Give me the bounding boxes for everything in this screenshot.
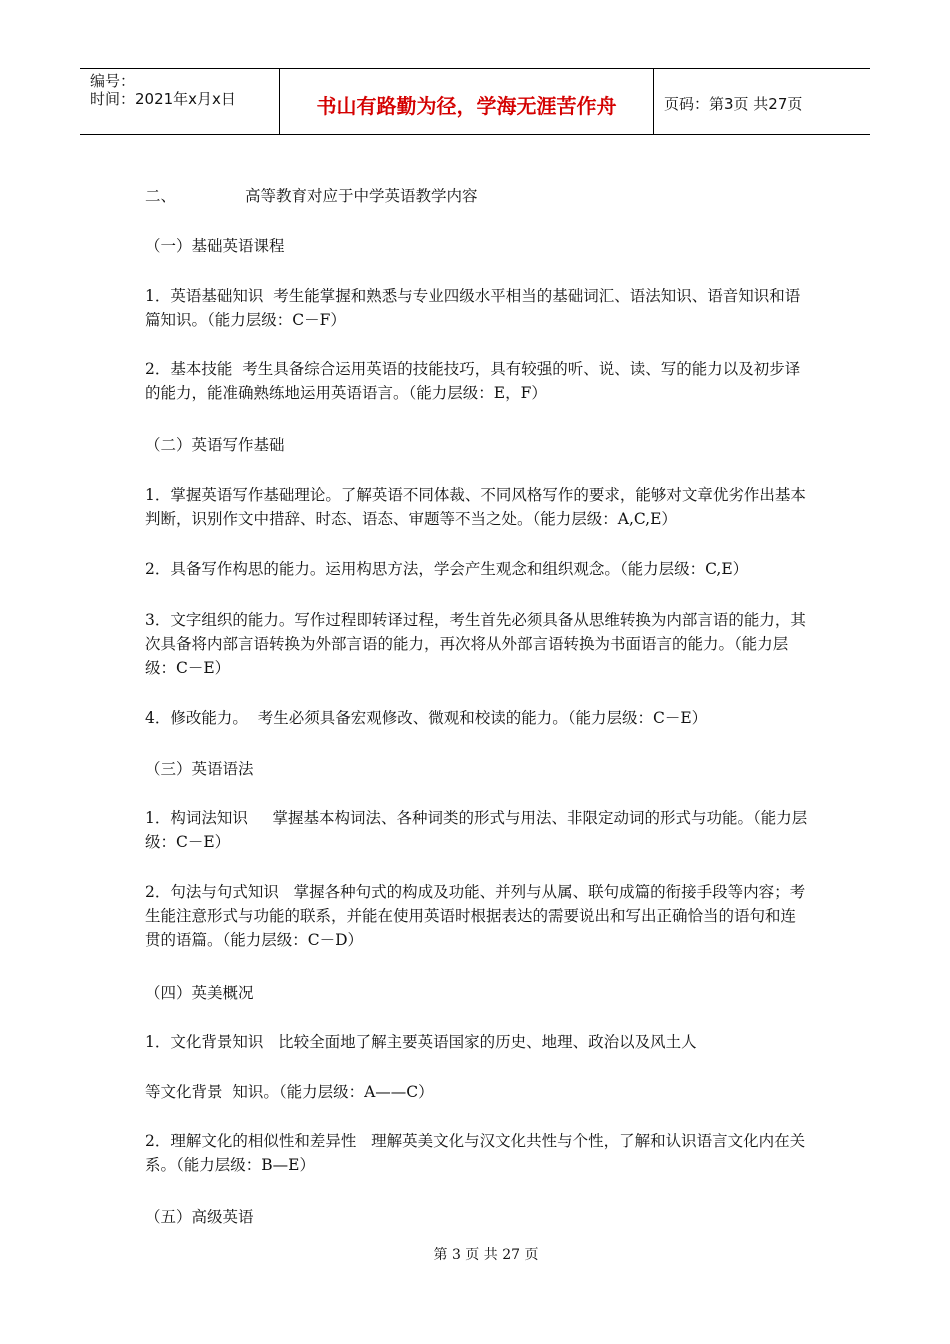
subsection-heading-advanced: （五）高级英语	[145, 1208, 254, 1226]
paragraph: 4．修改能力。 考生必须具备宏观修改、微观和校读的能力。（能力层级：C－E）	[145, 709, 708, 727]
paragraph: 2．具备写作构思的能力。运用构思方法，学会产生观念和组织观念。（能力层级：C,E）	[145, 560, 749, 578]
subsection-heading-writing: （二）英语写作基础	[145, 436, 285, 454]
page-footer: 第 3 页 共 27 页	[433, 1247, 539, 1263]
header-page-info: 页码：第3页 共27页	[664, 95, 803, 113]
subsection-heading-grammar: （三）英语语法	[145, 760, 254, 778]
paragraph: 1．掌握英语写作基础理论。了解英语不同体裁、不同风格写作的要求，能够对文章优劣作出基本判断，识别作文中措辞、时态、语态、审题等不当之处。（能力层级：A,C,E）	[145, 486, 806, 528]
section-heading: 二、 高等教育对应于中学英语教学内容	[145, 187, 478, 205]
header-motto: 书山有路勤为径，学海无涯苦作舟	[280, 69, 654, 134]
paragraph: 2．理解文化的相似性和差异性 理解英美文化与汉文化共性与个性，了解和认识语言文化内在关系。（能力层级：B—E）	[145, 1132, 806, 1174]
paragraph: 1．构词法知识 掌握基本构词法、各种词类的形式与用法、非限定动词的形式与功能。（能力层级：C－E）	[145, 809, 808, 851]
number-label: 编号：	[90, 72, 136, 90]
paragraph: 等文化背景 知识。（能力层级：A——C）	[145, 1083, 434, 1101]
subsection-heading-basic-english: （一）基础英语课程	[145, 237, 285, 255]
paragraph: 1．英语基础知识 考生能掌握和熟悉与专业四级水平相当的基础词汇、语法知识、语音知识和语篇知识。（能力层级：C－F）	[145, 287, 801, 329]
header-meta	[80, 69, 280, 134]
date-label: 时间：2021年x月x日	[90, 90, 236, 108]
paragraph: 3．文字组织的能力。写作过程即转译过程，考生首先必须具备从思维转换为内部言语的能力，其次具备将内部言语转换为外部言语的能力，再次将从外部言语转换为书面语言的能力。（能力层级：C－E）	[145, 611, 806, 677]
paragraph: 2．基本技能 考生具备综合运用英语的技能技巧，具有较强的听、说、读、写的能力以及初步译的能力，能准确熟练地运用英语语言。（能力层级：E，F）	[145, 360, 801, 402]
paragraph: 2．句法与句式知识 掌握各种句式的构成及功能、并列与从属、联句成篇的衔接手段等内容；考生能注意形式与功能的联系，并能在使用英语时根据表达的需要说出和写出正确恰当的语句和连贯的语篇。（能力层级：C－D）	[145, 883, 806, 949]
page-header	[80, 68, 870, 135]
subsection-heading-culture: （四）英美概况	[145, 984, 254, 1002]
paragraph: 1．文化背景知识 比较全面地了解主要英语国家的历史、地理、政治以及风土人	[145, 1033, 697, 1051]
